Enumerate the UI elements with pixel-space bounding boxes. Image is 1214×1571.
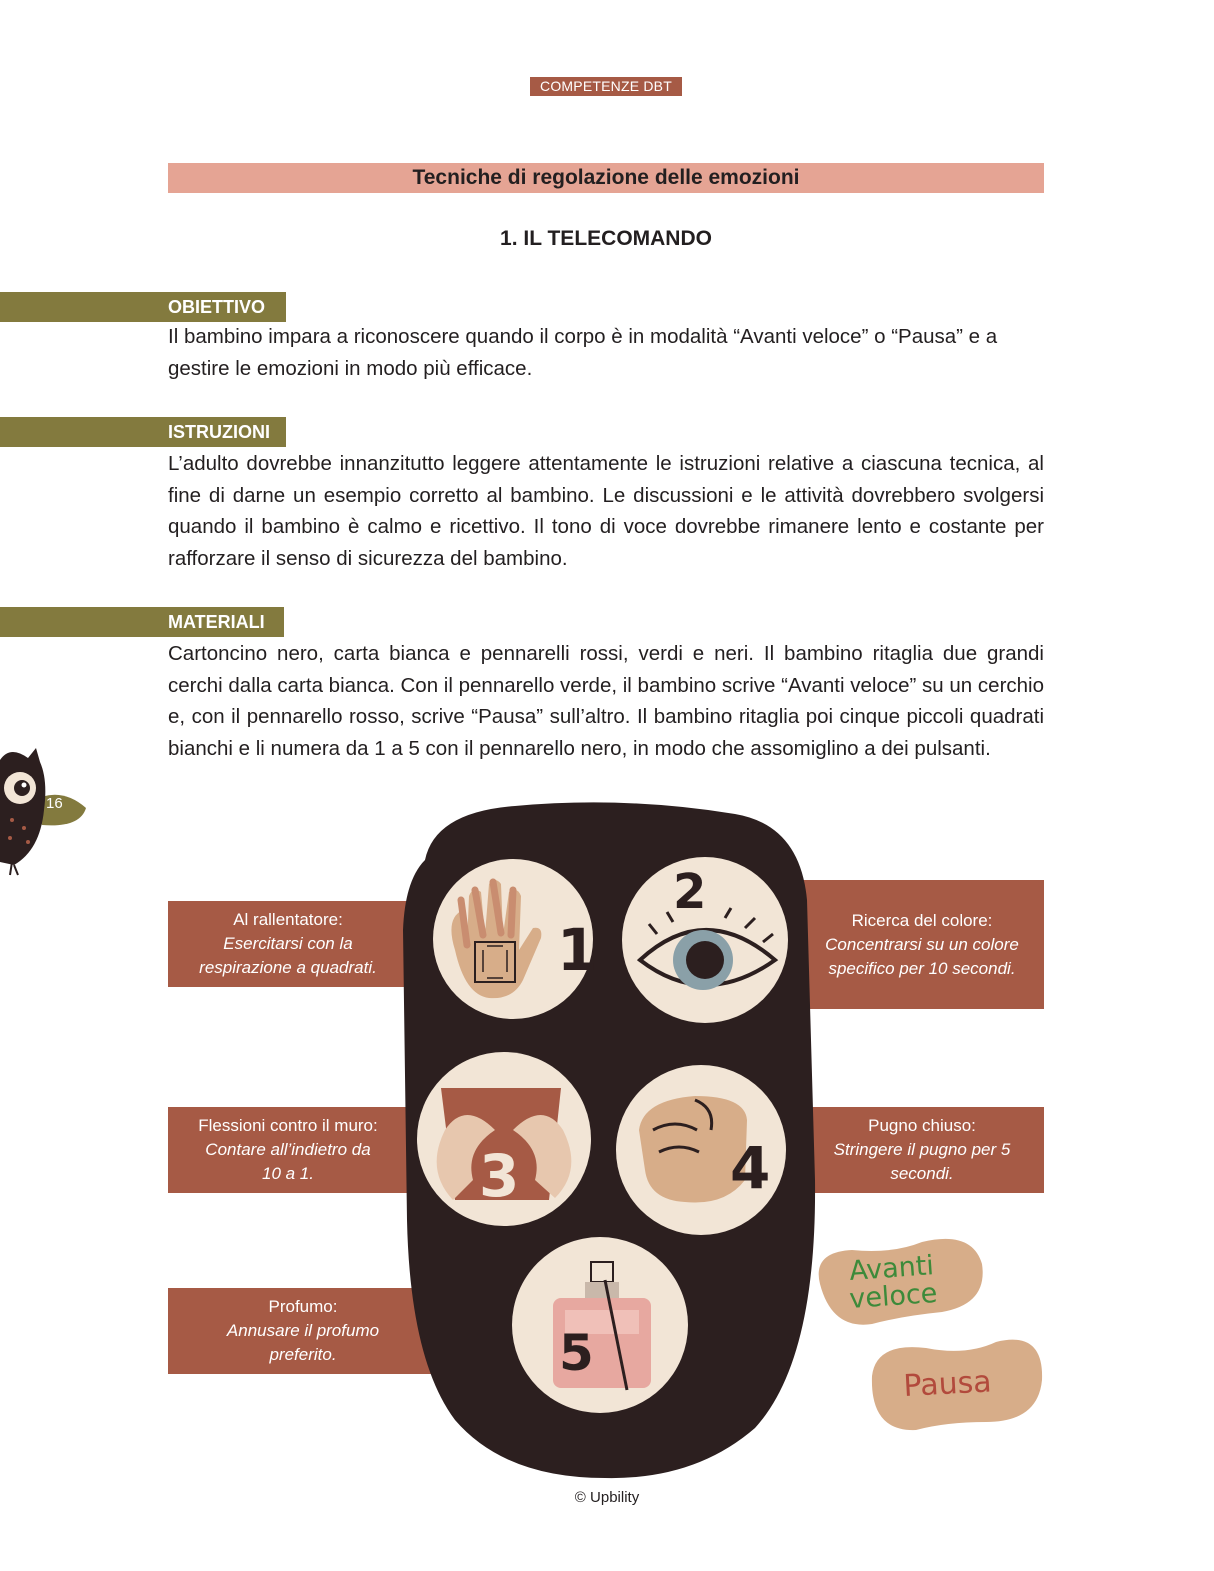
- button-2: [622, 857, 788, 1023]
- materials-label: MATERIALI: [0, 607, 284, 637]
- pausa-sticker: [866, 1336, 1044, 1432]
- remote-control-illustration: [395, 800, 820, 1480]
- sticker-forward-line1: Avanti: [848, 1250, 935, 1287]
- button-3: [417, 1052, 591, 1226]
- callout-title: Ricerca del colore:: [851, 910, 993, 930]
- callout-title: Al rallentatore:: [233, 910, 343, 929]
- callout-title: Pugno chiuso:: [868, 1116, 976, 1135]
- owl-mascot-icon: [0, 740, 90, 880]
- callout-slow-motion: [168, 901, 408, 987]
- instructions-text: L’adulto dovrebbe innanzitutto leggere attentamente le istruzioni relative a ciascuna tecnica, al fine di darne un esempio corretto al bambino. Le discussioni e le attività dovrebbero svolgersi quando il bambino è calmo e ricettivo. Il tono di voce dovrebbe rimanere lento e costante per rafforzare il senso di sicurezza del bambino.: [168, 452, 1044, 570]
- button-2-number: 2: [673, 864, 707, 920]
- technique-title: 1. IL TELECOMANDO: [500, 227, 712, 250]
- callout-desc: Esercitarsi con la respirazione a quadrati.: [199, 934, 377, 977]
- callout-desc: Annusare il profumo preferito.: [226, 1321, 380, 1364]
- callout-wall-pushups: [168, 1107, 408, 1193]
- button-3-number: 3: [479, 1142, 520, 1210]
- callout-title: Flessioni contro il muro:: [198, 1116, 378, 1135]
- page-number: 16: [46, 795, 63, 812]
- copyright-footer: © Upbility: [574, 1489, 640, 1506]
- callout-fist: [800, 1107, 1044, 1193]
- callout-desc: Contare all’indietro da 10 a 1.: [205, 1140, 371, 1183]
- sticker-pause: Pausa: [902, 1364, 993, 1404]
- sticker-forward-line2: veloce: [848, 1277, 939, 1315]
- button-4: [616, 1065, 786, 1235]
- avanti-veloce-sticker: [812, 1234, 986, 1330]
- callout-color-search: [800, 880, 1044, 1009]
- materials-text: Cartoncino nero, carta bianca e pennarelli rossi, verdi e neri. Il bambino ritaglia due grandi cerchi dalla carta bianca. Con il pennarello verde, il bambino scrive “Avanti veloce” su un cerchio e, con il pennarello rosso, scrive “Pausa” sull’altro. Il bambino ritaglia poi cinque piccoli quadrati bianchi e li numera da 1 a 5 con il pennarello nero, in modo che assomiglino a dei pulsanti.: [168, 642, 1044, 760]
- objective-label: OBIETTIVO: [0, 292, 286, 322]
- section-title: Tecniche di regolazione delle emozioni: [168, 163, 1044, 193]
- button-1-number: 1: [557, 916, 598, 984]
- callout-desc: Stringere il pugno per 5 secondi.: [833, 1140, 1011, 1183]
- button-5-number: 5: [559, 1324, 594, 1382]
- category-tag: COMPETENZE DBT: [530, 77, 682, 96]
- callout-title: Profumo:: [268, 1297, 338, 1316]
- instructions-label: ISTRUZIONI: [0, 417, 286, 447]
- objective-text: Il bambino impara a riconoscere quando il corpo è in modalità “Avanti veloce” o “Pausa” e a gestire le emozioni in modo più efficace.: [168, 325, 998, 380]
- callout-desc: Concentrarsi su un colore specifico per 10 secondi.: [825, 934, 1019, 978]
- button-4-number: 4: [730, 1134, 771, 1202]
- button-5: [512, 1237, 688, 1413]
